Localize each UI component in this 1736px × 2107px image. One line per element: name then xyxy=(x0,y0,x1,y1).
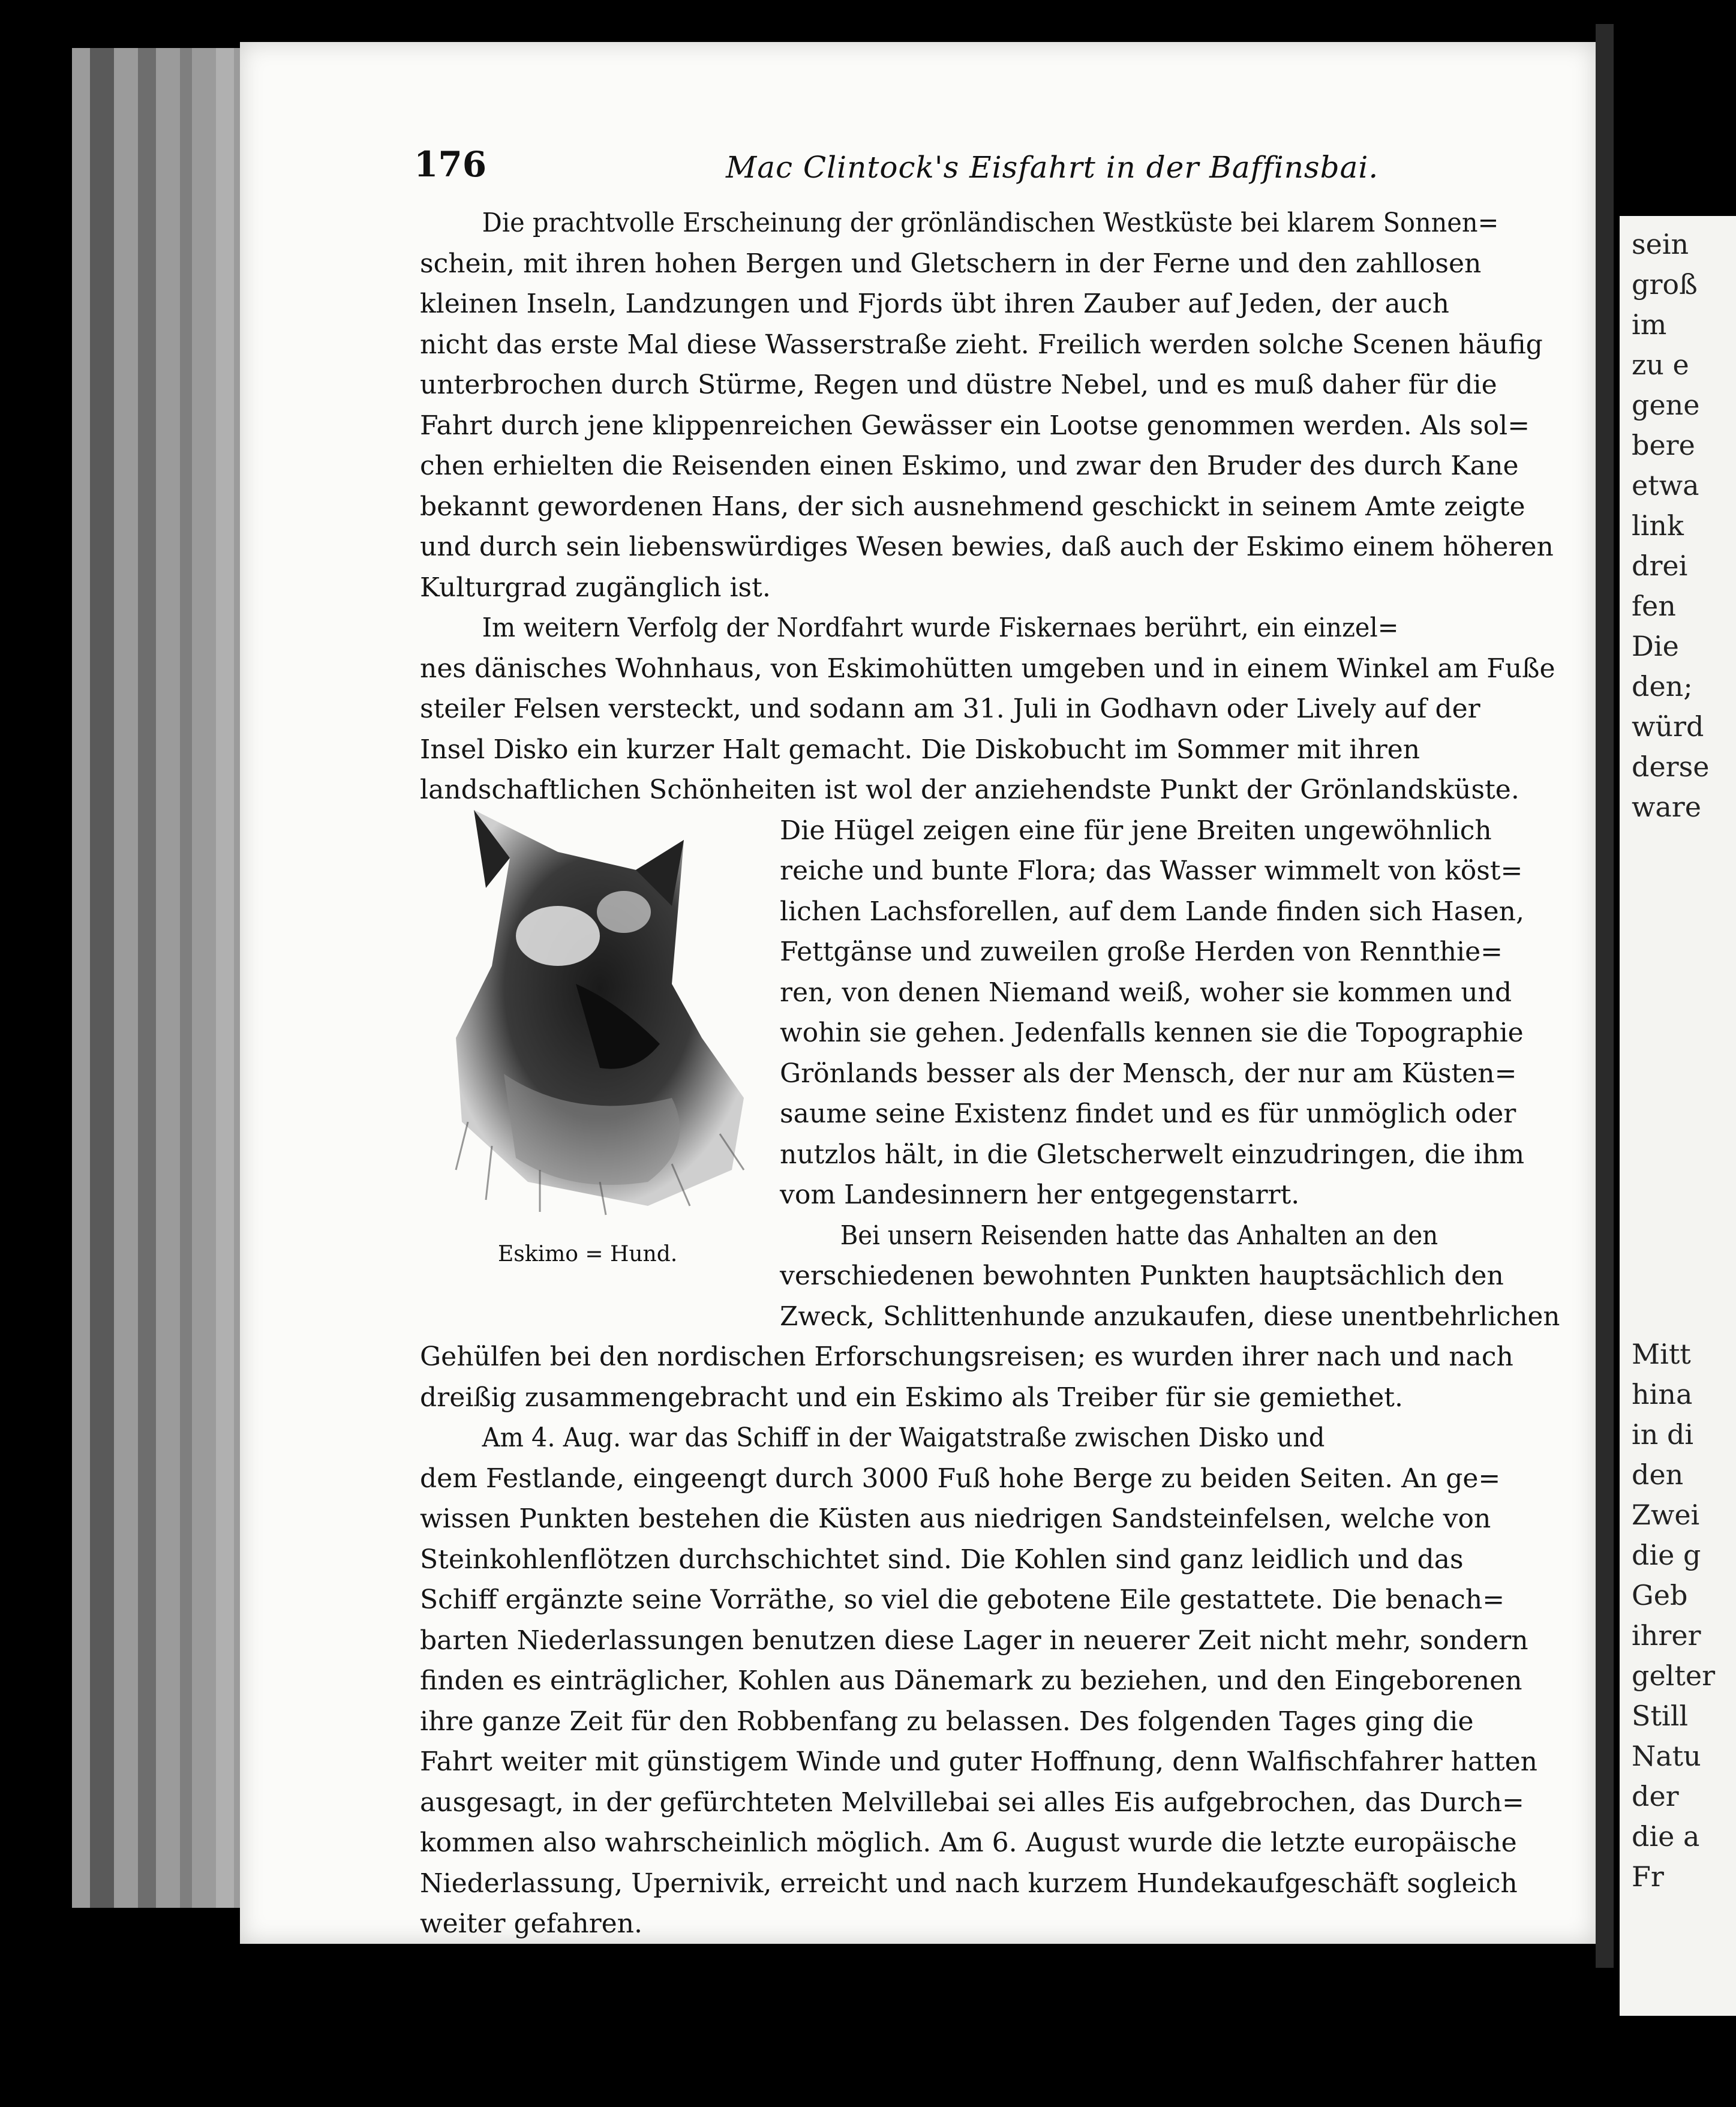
text-line: nicht das erste Mal diese Wasserstraße zieht. Freilich werden solche Scenen häufig xyxy=(420,329,1543,360)
text-line: barten Niederlassungen benutzen diese Lager in neuerer Zeit nicht mehr, sondern xyxy=(420,1625,1528,1656)
text-line: wissen Punkten bestehen die Küsten aus niedrigen Sandsteinfelsen, welche von xyxy=(420,1503,1491,1534)
text-line: vom Landesinnern her entgegenstarrt. xyxy=(780,1179,1300,1210)
text-line: dreißig zusammengebracht und ein Eskimo als Treiber für sie gemiethet. xyxy=(420,1382,1403,1413)
facing-page-fragment: den xyxy=(1632,1458,1684,1491)
text-line: Fahrt weiter mit günstigem Winde und guter Hoffnung, denn Walfischfahrer hatten xyxy=(420,1746,1538,1777)
facing-page-fragment: gelter xyxy=(1632,1659,1716,1692)
facing-page-fragment: im xyxy=(1632,308,1667,341)
text-line: reiche und bunte Flora; das Wasser wimmelt von köst= xyxy=(780,856,1523,886)
text-line: wohin sie gehen. Jedenfalls kennen sie die Topographie xyxy=(780,1018,1524,1048)
facing-page-fragment: Geb xyxy=(1632,1579,1688,1611)
dog-illustration xyxy=(420,786,756,1218)
text-line: chen erhielten die Reisenden einen Eskimo, und zwar den Bruder des durch Kane xyxy=(420,451,1519,481)
text-line: Kulturgrad zugänglich ist. xyxy=(420,572,771,603)
text-line: nutzlos hält, in die Gletscherwelt einzudringen, die ihm xyxy=(780,1139,1525,1170)
facing-page-fragment: etwa xyxy=(1632,469,1699,502)
text-line: nes dänisches Wohnhaus, von Eskimohütten umgeben und in einem Winkel am Fuße xyxy=(420,653,1555,684)
facing-page-fragment: gene xyxy=(1632,389,1700,421)
text-line: Am 4. Aug. war das Schiff in der Waigatstraße zwischen Disko und xyxy=(482,1422,1325,1453)
running-head: Mac Clintock's Eisfahrt in der Baffinsbai. xyxy=(726,150,1379,185)
text-line: schein, mit ihren hohen Bergen und Gletschern in der Ferne und den zahllosen xyxy=(420,248,1482,279)
facing-page-fragment: derse xyxy=(1632,751,1710,783)
facing-page-fragment: in di xyxy=(1632,1418,1694,1451)
text-line: weiter gefahren. xyxy=(420,1908,642,1939)
facing-page-fragment: den; xyxy=(1632,670,1693,703)
page-number: 176 xyxy=(414,144,487,185)
figure-eskimo-dog xyxy=(420,786,756,1314)
facing-page-fragment: zu e xyxy=(1632,349,1689,381)
text-line: lichen Lachsforellen, auf dem Lande finden sich Hasen, xyxy=(780,896,1524,927)
text-line: Steinkohlenflötzen durchschichtet sind. Die Kohlen sind ganz leidlich und das xyxy=(420,1544,1464,1575)
text-line: ren, von denen Niemand weiß, woher sie kommen und xyxy=(780,977,1512,1008)
facing-page-fragment: Natu xyxy=(1632,1740,1701,1772)
text-line: ihre ganze Zeit für den Robbenfang zu belassen. Des folgenden Tages ging die xyxy=(420,1706,1474,1737)
text-line: saume seine Existenz findet und es für unmöglich oder xyxy=(780,1098,1516,1129)
text-line: dem Festlande, eingeengt durch 3000 Fuß hohe Berge zu beiden Seiten. An ge= xyxy=(420,1463,1501,1494)
text-line: Im weitern Verfolg der Nordfahrt wurde Fiskernaes berührt, ein einzel= xyxy=(482,613,1399,643)
facing-page-fragment: fen xyxy=(1632,590,1676,622)
text-line: Insel Disko ein kurzer Halt gemacht. Die Diskobucht im Sommer mit ihren xyxy=(420,734,1420,765)
facing-page-fragment: die g xyxy=(1632,1539,1701,1571)
facing-page-fragment: hina xyxy=(1632,1378,1693,1410)
text-line: Fahrt durch jene klippenreichen Gewässer ein Lootse genommen werden. Als sol= xyxy=(420,410,1530,441)
page-header xyxy=(414,138,1548,192)
text-line: Gehülfen bei den nordischen Erforschungsreisen; es wurden ihrer nach und nach xyxy=(420,1341,1513,1372)
facing-page-fragment: ware xyxy=(1632,791,1702,823)
text-line: verschiedenen bewohnten Punkten hauptsächlich den xyxy=(780,1260,1504,1291)
facing-page-fragment: drei xyxy=(1632,550,1688,582)
facing-page-fragment: groß xyxy=(1632,268,1698,301)
text-line: kommen also wahrscheinlich möglich. Am 6. August wurde die letzte europäische xyxy=(420,1827,1517,1858)
facing-page-fragment: Die xyxy=(1632,630,1679,662)
text-line: Schiff ergänzte seine Vorräthe, so viel die gebotene Eile gestattete. Die benach= xyxy=(420,1584,1505,1615)
facing-page-fragment: ihrer xyxy=(1632,1619,1701,1652)
facing-page-fragment: link xyxy=(1632,509,1684,542)
facing-page-fragment: bere xyxy=(1632,429,1695,461)
text-line: Niederlassung, Upernivik, erreicht und nach kurzem Hundekaufgeschäft sogleich xyxy=(420,1868,1518,1899)
facing-page-fragment: die a xyxy=(1632,1820,1700,1853)
text-line: Zweck, Schlittenhunde anzukaufen, diese unentbehrlichen xyxy=(780,1301,1560,1332)
facing-page-fragment: würd xyxy=(1632,710,1704,743)
book-page xyxy=(240,42,1596,1944)
figure-caption: Eskimo = Hund. xyxy=(498,1242,678,1266)
text-line: Die Hügel zeigen eine für jene Breiten ungewöhnlich xyxy=(780,815,1492,846)
facing-page-fragment: Mitt xyxy=(1632,1338,1691,1370)
facing-page-fragment: sein xyxy=(1632,228,1689,260)
text-line: Fettgänse und zuweilen große Herden von Rennthie= xyxy=(780,937,1503,967)
text-line: landschaftlichen Schönheiten ist wol der anziehendste Punkt der Grönlandsküste. xyxy=(420,775,1519,805)
text-line: unterbrochen durch Stürme, Regen und düstre Nebel, und es muß daher für die xyxy=(420,370,1497,400)
text-line: ausgesagt, in der gefürchteten Melvillebai sei alles Eis aufgebrochen, das Durch= xyxy=(420,1787,1524,1818)
text-line: finden es einträglicher, Kohlen aus Dänemark zu beziehen, und den Eingeborenen xyxy=(420,1665,1522,1696)
text-line: bekannt gewordenen Hans, der sich ausnehmend geschickt in seinem Amte zeigte xyxy=(420,491,1525,522)
text-line: Die prachtvolle Erscheinung der grönländischen Westküste bei klarem Sonnen= xyxy=(482,208,1499,238)
text-line: Bei unsern Reisenden hatte das Anhalten an den xyxy=(840,1220,1438,1251)
facing-page-fragment: Zwei xyxy=(1632,1499,1700,1531)
facing-page-fragment: Still xyxy=(1632,1700,1689,1732)
text-line: kleinen Inseln, Landzungen und Fjords übt ihren Zauber auf Jeden, der auch xyxy=(420,289,1450,319)
facing-page-fragment: der xyxy=(1632,1780,1679,1812)
text-line: Grönlands besser als der Mensch, der nur am Küsten= xyxy=(780,1058,1517,1089)
facing-page-fragment: Fr xyxy=(1632,1860,1664,1893)
text-line: steiler Felsen versteckt, und sodann am 31. Juli in Godhavn oder Lively auf der xyxy=(420,694,1480,724)
facing-page-edge xyxy=(1620,216,1736,2016)
text-line: und durch sein liebenswürdiges Wesen bewies, daß auch der Eskimo einem höheren xyxy=(420,532,1554,562)
